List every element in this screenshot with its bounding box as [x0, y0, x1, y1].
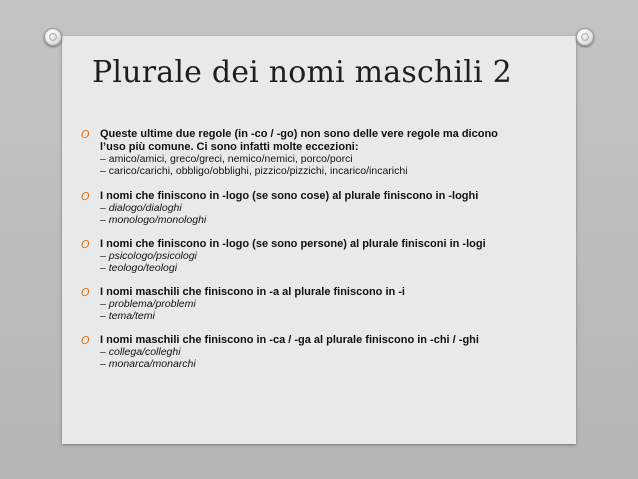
main-line: I nomi che finiscono in -logo (se sono cose) al plurale finiscono in -loghi [100, 190, 479, 202]
sub-item: – tema/temi [100, 309, 155, 322]
bullet-icon: O [81, 190, 90, 203]
bullet-icon: O [81, 334, 90, 347]
sub-item: – teologo/teologi [100, 261, 178, 274]
sub-list [100, 347, 568, 370]
bullet-item-3 [78, 238, 568, 274]
sub-item: – carico/carichi, obbligo/obblighi, pizzico/pizzichi, incarico/incarichi [100, 164, 408, 177]
sub-item: – problema/problemi [100, 298, 196, 310]
bullet-item-1 [78, 128, 568, 177]
sub-list [100, 154, 568, 177]
right-pin-icon [576, 28, 594, 46]
bullet-icon: O [81, 238, 90, 251]
sub-item: – monarca/monarchi [100, 357, 196, 370]
sub-list [100, 251, 568, 274]
sub-item: – dialogo/dialoghi [100, 202, 182, 214]
sub-list [100, 299, 568, 322]
bullet-item-2 [78, 190, 568, 226]
sub-item: – psicologo/psicologi [100, 250, 197, 262]
sub-item: – collega/colleghi [100, 346, 181, 358]
main-line: I nomi maschili che finiscono in -ca / -ga al plurale finiscono in -chi / -ghi [100, 334, 479, 346]
left-pin-icon [44, 28, 62, 46]
bullet-item-4 [78, 286, 568, 322]
sub-item: – amico/amici, greco/greci, nemico/nemici, porco/porci [100, 153, 353, 165]
sub-item: – monologo/monologhi [100, 213, 207, 226]
sub-list [100, 203, 568, 226]
main-line: I nomi maschili che finiscono in -a al plurale finiscono in -i [100, 286, 405, 298]
main-line: l’uso più comune. Ci sono infatti molte eccezioni: [100, 141, 359, 153]
bullet-list [78, 128, 568, 382]
main-line: Queste ultime due regole (in -co / -go) non sono delle vere regole ma dicono [100, 128, 498, 140]
bullet-item-5 [78, 334, 568, 370]
bullet-main-text [100, 128, 568, 154]
bullet-icon: O [81, 128, 90, 141]
main-line: I nomi che finiscono in -logo (se sono persone) al plurale finisconi in -logi [100, 238, 486, 250]
slide-title: Plurale dei nomi maschili 2 [92, 55, 512, 90]
bullet-icon: O [81, 286, 90, 299]
